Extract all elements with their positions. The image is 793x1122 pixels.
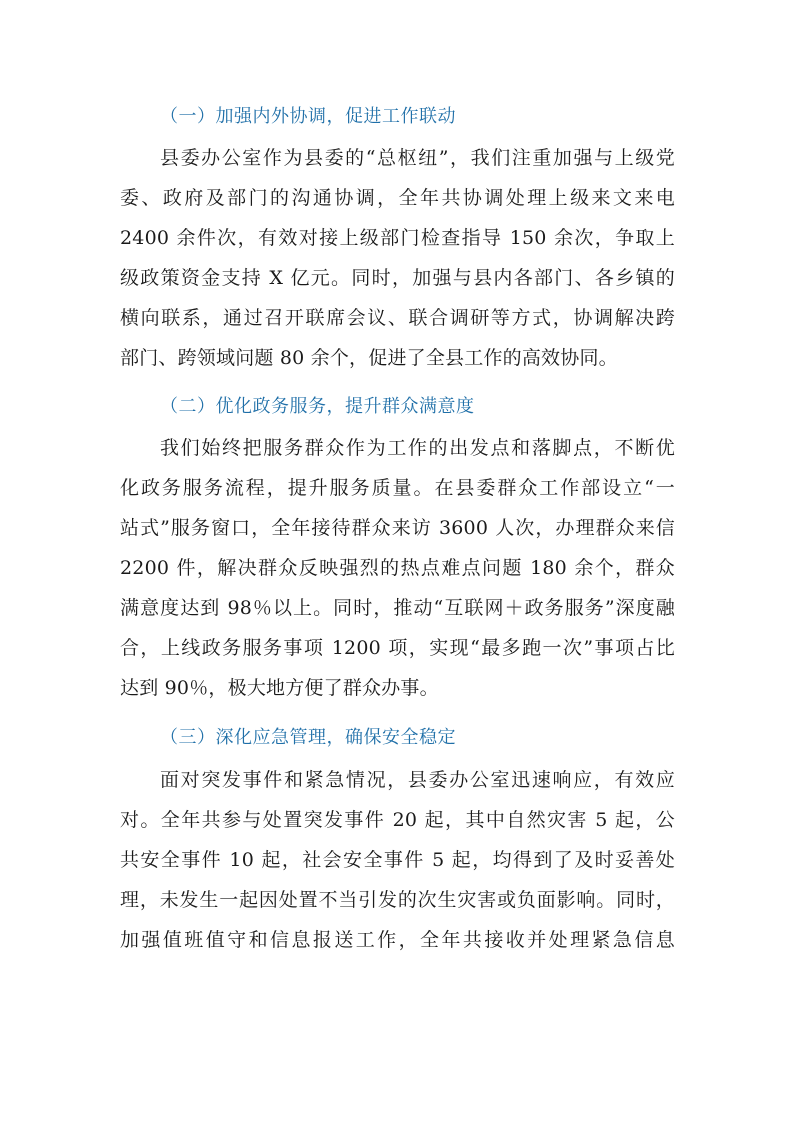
section-heading-3: （三）深化应急管理，确保安全稳定 (160, 727, 456, 748)
paragraph-line: 级政策资金支持 X 亿元。同时，加强与县内各部门、各乡镇的 (120, 267, 675, 289)
paragraph-line: 部门、跨领域问题 80 余个，促进了全县工作的高效协同。 (120, 347, 618, 369)
paragraph-line: 委、政府及部门的沟通协调，全年共协调处理上级来文来电 (120, 187, 675, 209)
paragraph-line: 化政务服务流程，提升服务质量。在县委群众工作部设立“一 (120, 477, 675, 499)
section-heading-2: （二）优化政务服务，提升群众满意度 (160, 396, 475, 417)
paragraph-line: 对。全年共参与处置突发事件 20 起，其中自然灾害 5 起，公 (120, 809, 675, 831)
paragraph-line: 共安全事件 10 起，社会安全事件 5 起，均得到了及时妥善处 (120, 849, 675, 871)
paragraph-line: 加强值班值守和信息报送工作，全年共接收并处理紧急信息 (120, 929, 675, 951)
paragraph-line: 2200 件，解决群众反映强烈的热点难点问题 180 余个，群众 (120, 557, 675, 579)
paragraph-line: 达到 90％，极大地方便了群众办事。 (120, 677, 439, 699)
paragraph-line: 2400 余件次，有效对接上级部门检查指导 150 余次，争取上 (120, 227, 675, 249)
paragraph-line: 合，上线政务服务事项 1200 项，实现“最多跑一次”事项占比 (120, 637, 675, 659)
paragraph-line: 我们始终把服务群众作为工作的出发点和落脚点，不断优 (160, 437, 675, 459)
paragraph-line: 满意度达到 98％以上。同时，推动“互联网＋政务服务”深度融 (120, 597, 675, 619)
paragraph-line: 横向联系，通过召开联席会议、联合调研等方式，协调解决跨 (120, 307, 675, 329)
paragraph-line: 站式”服务窗口，全年接待群众来访 3600 人次，办理群众来信 (120, 517, 675, 539)
paragraph-line: 面对突发事件和紧急情况，县委办公室迅速响应，有效应 (160, 769, 675, 791)
paragraph-line: 理，未发生一起因处置不当引发的次生灾害或负面影响。同时， (120, 889, 675, 911)
paragraph-line: 县委办公室作为县委的“总枢纽”，我们注重加强与上级党 (160, 147, 675, 169)
section-heading-1: （一）加强内外协调，促进工作联动 (160, 106, 456, 127)
